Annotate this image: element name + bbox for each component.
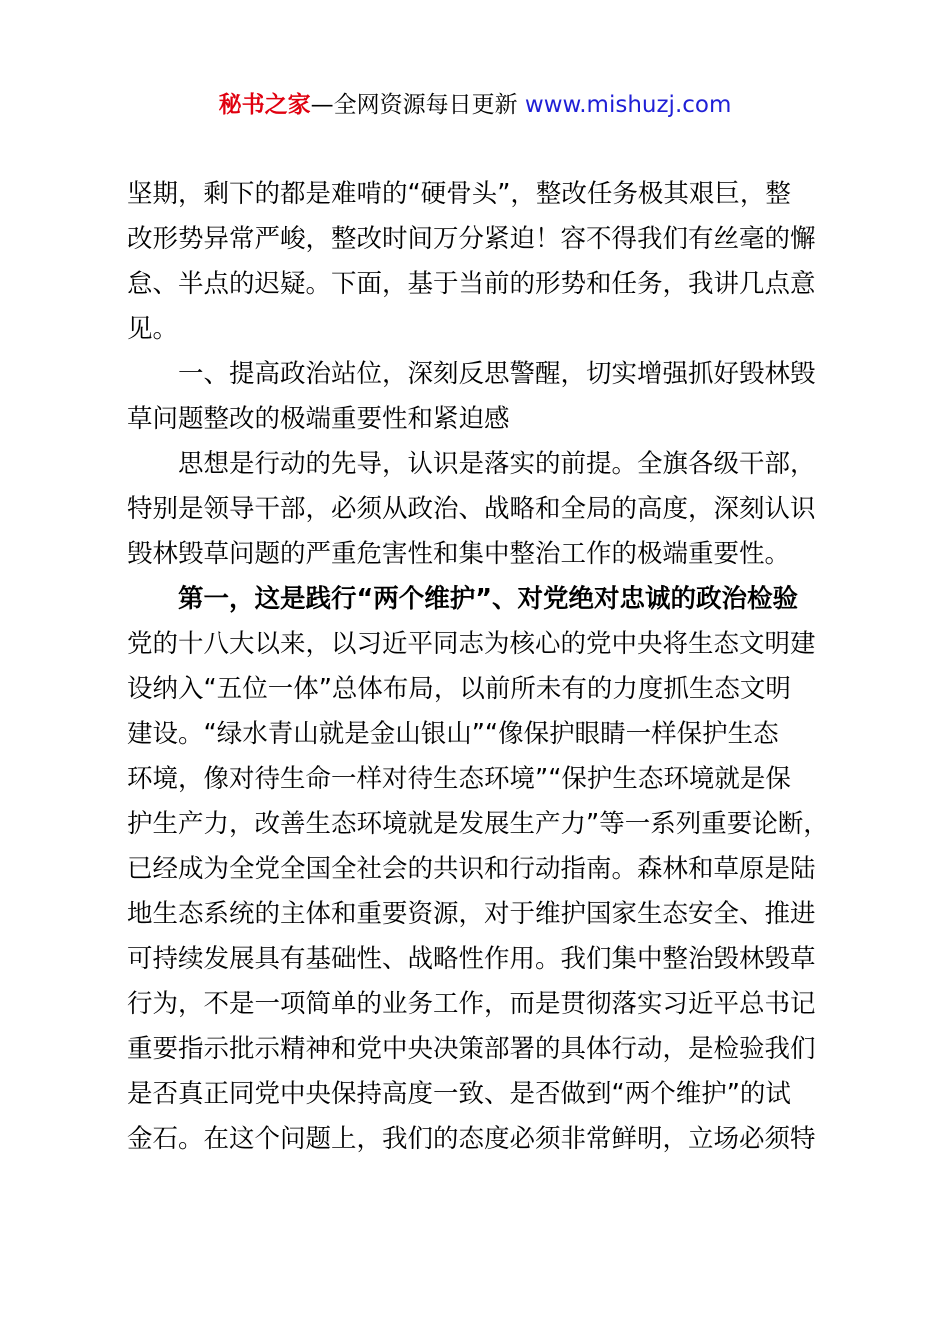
text-line: 护生产力，改善生态环境就是发展生产力”等一系列重要论断， [127,809,829,839]
text-line: 重要指示批示精神和党中央决策部署的具体行动，是检验我们 [127,1034,816,1064]
text-line: 毁林毁草问题的严重危害性和集中整治工作的极端重要性。 [127,539,791,569]
text-line: 怠、半点的迟疑。下面，基于当前的形势和任务，我讲几点意 [127,269,816,299]
page-header [0,88,950,122]
text-line: 行为，不是一项简单的业务工作，而是贯彻落实习近平总书记 [127,989,816,1019]
text-line: 已经成为全党全国全社会的共识和行动指南。森林和草原是陆 [127,854,816,884]
bold-subheading: 第一，这是践行“两个维护”、对党绝对忠诚的政治检验 [178,584,799,614]
text-line: 见。 [127,314,179,344]
text-line: 改形势异常严峻，整改时间万分紧迫！容不得我们有丝毫的懈 [127,224,816,254]
text-line: 金石。在这个问题上，我们的态度必须非常鲜明，立场必须特 [127,1124,816,1154]
text-line: 环境，像对待生命一样对待生态环境”“保护生态环境就是保 [127,764,791,794]
text-line: 设纳入“五位一体”总体布局，以前所未有的力度抓生态文明 [127,674,791,704]
text-line: 思想是行动的先导，认识是落实的前提。全旗各级干部， [178,449,816,479]
section-heading-line: 一、提高政治站位，深刻反思警醒，切实增强抓好毁林毁 [178,359,816,389]
text-line: 坚期，剩下的都是难啃的“硬骨头”，整改任务极其艰巨，整 [127,179,791,209]
text-line: 党的十八大以来，以习近平同志为核心的党中央将生态文明建 [127,629,816,659]
text-line: 可持续发展具有基础性、战略性作用。我们集中整治毁林毁草 [127,944,816,974]
text-line: 地生态系统的主体和重要资源，对于维护国家生态安全、推进 [127,899,816,929]
header-url[interactable]: www.mishuzj.com [524,92,732,118]
text-line: 是否真正同党中央保持高度一致、是否做到“两个维护”的试 [127,1079,791,1109]
text-line: 特别是领导干部，必须从政治、战略和全局的高度，深刻认识 [127,494,816,524]
header-brand: 秘书之家 [218,92,311,118]
section-heading-line: 草问题整改的极端重要性和紧迫感 [127,404,510,434]
text-line: 建设。“绿水青山就是金山银山”“像保护眼睛一样保护生态 [127,719,779,749]
document-body [127,172,837,1162]
header-tagline: —全网资源每日更新 [310,92,518,118]
